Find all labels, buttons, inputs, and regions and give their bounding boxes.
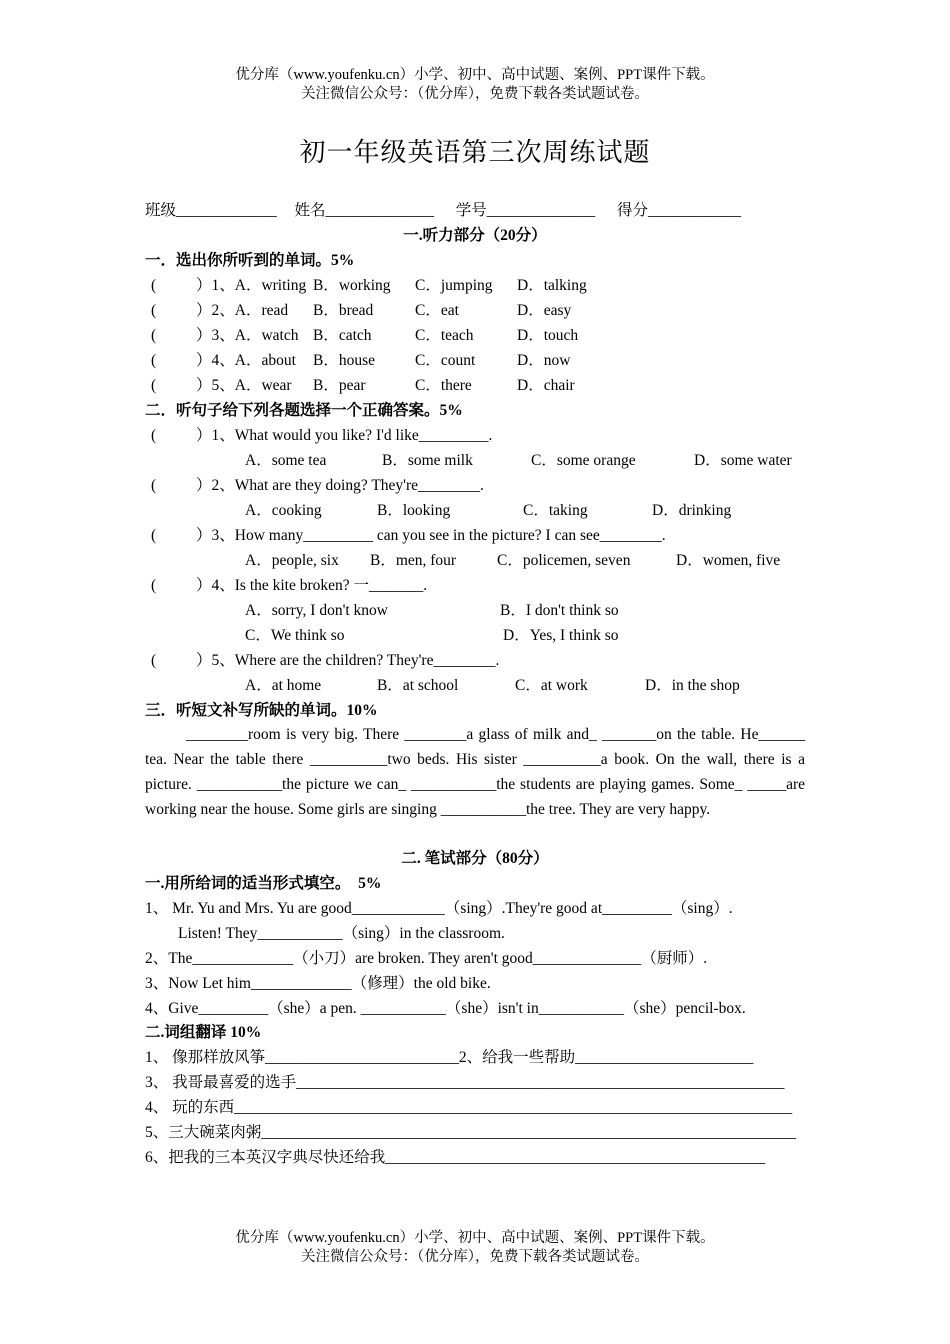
- answer-paren: (: [151, 277, 157, 294]
- fill-line-4: 4、Give_________（she）a pen. ___________（she）isn't in___________（she）pencil-box.: [145, 1000, 746, 1017]
- part2-section2-heading: 二.词组翻译 10%: [145, 1024, 262, 1041]
- translate-line-1: [145, 1048, 753, 1068]
- part1-heading: 一.听力部分（20分）: [403, 227, 547, 244]
- option-d: D．women, five: [676, 552, 781, 569]
- section1-heading: 一．选出你所听到的单词。5%: [145, 252, 355, 269]
- watermark-header-line1: 优分库（www.youfenku.cn）小学、初中、高中试题、案例、PPT课件下载。: [235, 67, 715, 83]
- option-a: A．some tea: [245, 452, 327, 469]
- option-d: D．Yes, I think so: [503, 627, 619, 644]
- answer-paren: (: [151, 577, 157, 594]
- option-b: B．catch: [313, 327, 372, 344]
- option-a: A．cooking: [245, 502, 322, 519]
- option-c: C．count: [415, 352, 476, 369]
- number-field: 学号______________: [455, 202, 596, 219]
- fill-line-1: 1、 Mr. Yu and Mrs. Yu are good____________（sing）.They're good at_________（sing）.: [145, 900, 733, 917]
- section3-heading: 三．听短文补写所缺的单词。10%: [145, 702, 378, 719]
- question-text: ）2、What are they doing? They're________.: [196, 477, 484, 494]
- question-text: ）5、Where are the children? They're________.: [196, 652, 500, 669]
- option-c: C．taking: [523, 502, 588, 519]
- translate-line-4: 4、 玩的东西________________________________________________________________________: [145, 1099, 793, 1116]
- cloze-passage: ________room is very big. There ________a glass of milk and_ _______on the table. He______ tea. Near the table there __________two beds. His sister __________a book. On the wall, there is a picture. ___________the picture we can_ ___________the students are playing games. Some_ _____are working near the house. Some girls are singing ___________the tree. They are very happy.: [145, 726, 805, 818]
- option-d: D．easy: [517, 302, 572, 319]
- option-c: C．at work: [515, 677, 588, 694]
- score-field: 得分____________: [617, 202, 742, 219]
- option-c: C．policemen, seven: [497, 552, 631, 569]
- translate-item-2: 2、给我一些帮助_______________________: [458, 1049, 754, 1066]
- option-c: C．some orange: [531, 452, 636, 469]
- option-c: C．there: [415, 377, 472, 394]
- answer-paren: (: [151, 427, 157, 444]
- option-a: A．people, six: [245, 552, 339, 569]
- option-c: C．jumping: [415, 277, 493, 294]
- option-b: B．at school: [377, 677, 459, 694]
- option-a: ）2、A．read: [196, 302, 289, 319]
- option-a: A．at home: [245, 677, 322, 694]
- fill-line-2: 2、The_____________（小刀）are broken. They aren't good______________（厨师）.: [145, 950, 708, 967]
- option-c: C．We think so: [245, 627, 345, 644]
- part2-section1-heading: 一.用所给词的适当形式填空。 5%: [145, 875, 382, 892]
- option-b: B．house: [313, 352, 376, 369]
- part2-heading: 二. 笔试部分（80分）: [401, 850, 549, 867]
- watermark-header-line2: 关注微信公众号：（优分库），免费下载各类试题试卷。: [301, 86, 649, 102]
- answer-paren: (: [151, 377, 157, 394]
- option-b: B．some milk: [382, 452, 473, 469]
- translate-item-1: 1、 像那样放风筝_________________________: [145, 1049, 459, 1066]
- question-text: ）4、Is the kite broken? 一_______.: [196, 577, 428, 594]
- section2-heading: 二．听句子给下列各题选择一个正确答案。5%: [145, 402, 463, 419]
- option-a: ）5、A．wear: [196, 377, 292, 394]
- option-d: D．talking: [517, 277, 587, 294]
- option-a: ）4、A．about: [196, 352, 296, 369]
- option-a: A．sorry, I don't know: [245, 602, 388, 619]
- option-d: D．now: [517, 352, 571, 369]
- option-a: ）1、A．writing: [196, 277, 307, 294]
- name-field: 姓名______________: [294, 202, 435, 219]
- option-d: D．chair: [517, 377, 575, 394]
- answer-paren: (: [151, 352, 157, 369]
- option-d: D．in the shop: [645, 677, 740, 694]
- question-text: ）1、What would you like? I'd like_________.: [196, 427, 493, 444]
- fill-line-3: 3、Now Let him_____________（修理）the old bike.: [145, 975, 491, 992]
- answer-paren: (: [151, 652, 157, 669]
- watermark-footer-line2: 关注微信公众号：（优分库），免费下载各类试题试卷。: [301, 1249, 649, 1265]
- answer-paren: (: [151, 477, 157, 494]
- option-b: B．looking: [377, 502, 451, 519]
- translate-line-6: 6、把我的三本英汉字典尽快还给我_________________________________________________: [145, 1149, 766, 1166]
- student-info: [145, 201, 741, 221]
- class-field: 班级_____________: [145, 202, 277, 219]
- option-c: C．eat: [415, 302, 459, 319]
- watermark-footer-line1: 优分库（www.youfenku.cn）小学、初中、高中试题、案例、PPT课件下载。: [235, 1230, 715, 1246]
- page-title: 初一年级英语第三次周练试题: [299, 138, 651, 168]
- option-b: B．bread: [313, 302, 374, 319]
- option-a: ）3、A．watch: [196, 327, 299, 344]
- translate-line-3: 3、 我哥最喜爱的选手_______________________________________________________________: [145, 1074, 785, 1091]
- option-d: D．touch: [517, 327, 579, 344]
- option-b: B．working: [313, 277, 391, 294]
- option-d: D．drinking: [652, 502, 732, 519]
- option-d: D．some water: [694, 452, 792, 469]
- answer-paren: (: [151, 527, 157, 544]
- question-text: ）3、How many_________ can you see in the picture? I can see________.: [196, 527, 666, 544]
- answer-paren: (: [151, 302, 157, 319]
- option-b: B．men, four: [370, 552, 457, 569]
- option-b: B．I don't think so: [500, 602, 619, 619]
- answer-paren: (: [151, 327, 157, 344]
- option-c: C．teach: [415, 327, 474, 344]
- translate-line-5: 5、三大碗菜肉粥_____________________________________________________________________: [145, 1124, 797, 1141]
- fill-line-1b: Listen! They___________（sing）in the classroom.: [178, 925, 505, 942]
- option-b: B．pear: [313, 377, 366, 394]
